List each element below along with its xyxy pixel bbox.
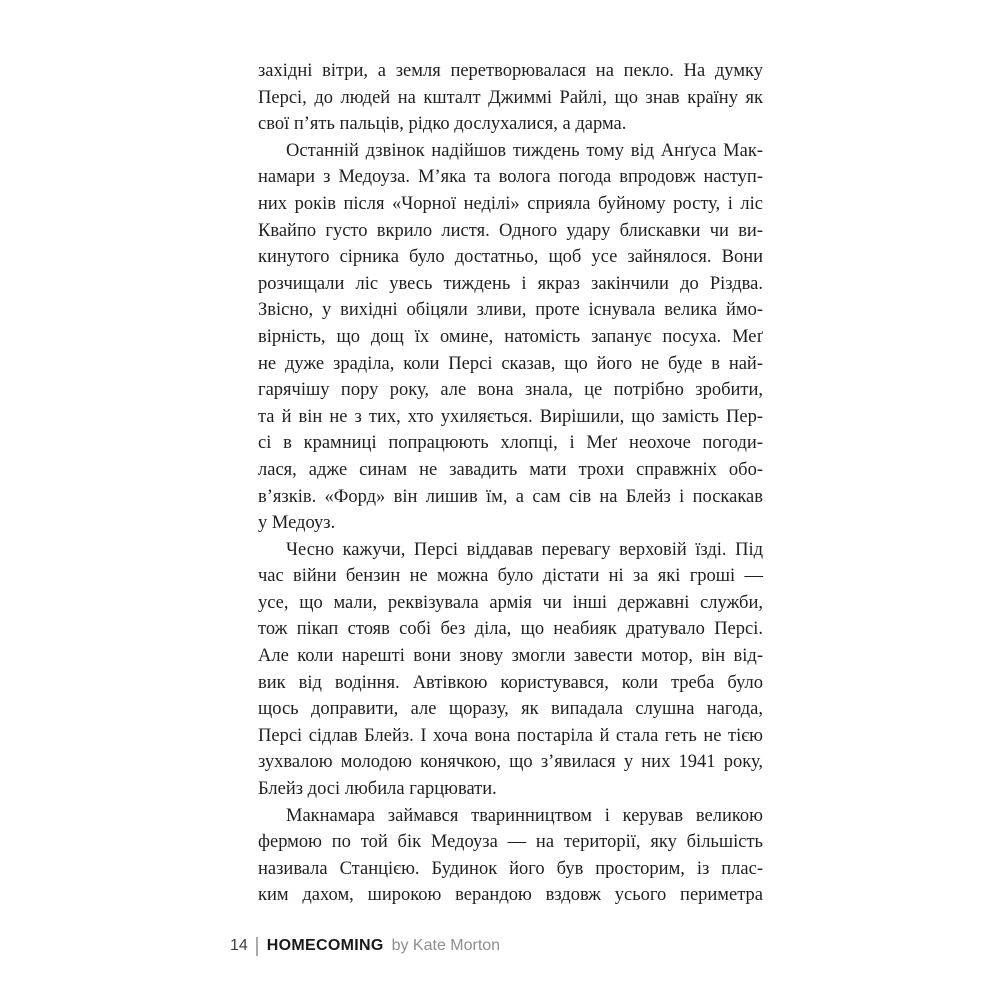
text-line: вірність, що дощ їх омине, натомість запанує посуха. Меґ	[258, 326, 763, 347]
text-line: та й він не з тих, хто ухиляється. Вирішили, що замість Пер-	[258, 406, 763, 427]
text-line: Макнамара займався тваринництвом і керував великою	[286, 805, 763, 826]
text-line: кинутого сірника було достатньо, щоб усе зайнялося. Вони	[258, 247, 763, 268]
page-number: 14	[230, 937, 248, 954]
text-line: щось доправити, але щоразу, як випадала слушна нагода,	[258, 699, 763, 720]
text-line: Квайпо густо вкрило листя. Одного удару блискавки чи ви-	[258, 220, 763, 241]
text-line: вик від водіння. Автівкою користувався, коли треба було	[258, 672, 763, 693]
text-line: гарячішу пору року, але вона знала, це потрібно зробити,	[258, 380, 763, 401]
text-line: західні вітри, а земля перетворювалася на пекло. На думку	[258, 61, 763, 81]
vertical-bar-icon	[256, 937, 258, 956]
page-footer	[230, 934, 500, 958]
text-line: сі в крамниці попрацюють хлопці, і Меґ неохоче погоди-	[258, 433, 763, 454]
text-line: називала Станцією. Будинок його був просторим, із плас-	[258, 858, 763, 879]
text-line: зухвалою молодою конячкою, що з’явилася у них 1941 року,	[258, 752, 763, 773]
text-line: в’язків. «Форд» він лишив їм, а сам сів на Блейз і поскакав	[258, 486, 763, 507]
text-line: у Медоуз.	[258, 513, 336, 534]
text-line: Звісно, у вихідні обіцяли зливи, проте існувала велика ймо-	[258, 300, 763, 321]
text-line: Персі сідлав Блейз. І хоча вона постаріла й стала геть не тією	[258, 725, 763, 746]
page-text	[258, 58, 763, 909]
text-line: свої п’ять пальців, рідко дослухалися, а дарма.	[258, 114, 627, 135]
text-line: усе, що мали, реквізувала армія чи інші державні служби,	[258, 592, 763, 613]
text-line: намари з Медоуза. М’яка та волога погода впродовж наступ-	[258, 167, 763, 188]
text-line: Останній дзвінок надійшов тиждень тому від Анґуса Мак-	[286, 140, 763, 161]
text-line: Блейз досі любила гарцювати.	[258, 779, 497, 800]
text-line: Але коли нарешті вони знову змогли завести мотор, він від-	[258, 646, 763, 667]
book-byline: by Kate Morton	[391, 937, 501, 954]
text-line: розчищали ліс увесь тиждень і якраз закінчили до Різдва.	[258, 273, 763, 294]
text-line: Персі, до людей на кшталт Джиммі Райлі, що знав країну як	[258, 87, 763, 108]
text-line: ким дахом, широкою верандою вздовж усього периметра	[258, 885, 763, 906]
text-line: час війни бензин не можна було дістати ні за які гроші —	[258, 566, 763, 587]
text-line: них років після «Чорної неділі» сприяла буйному росту, і ліс	[258, 193, 763, 214]
text-line: фермою по той бік Медоуза — на території, яку більшість	[258, 832, 763, 853]
text-line: не дуже зраділа, коли Персі сказав, що його не буде в най-	[258, 353, 763, 374]
text-line: тож пікап стояв собі без діла, що неабияк дратувало Персі.	[258, 619, 763, 640]
text-line: лася, адже синам не завадить мати трохи справжніх обо-	[258, 459, 763, 480]
text-line: Чесно кажучи, Персі віддавав перевагу верховій їзді. Під	[286, 539, 763, 560]
book-title: HOMECOMING	[266, 937, 384, 954]
